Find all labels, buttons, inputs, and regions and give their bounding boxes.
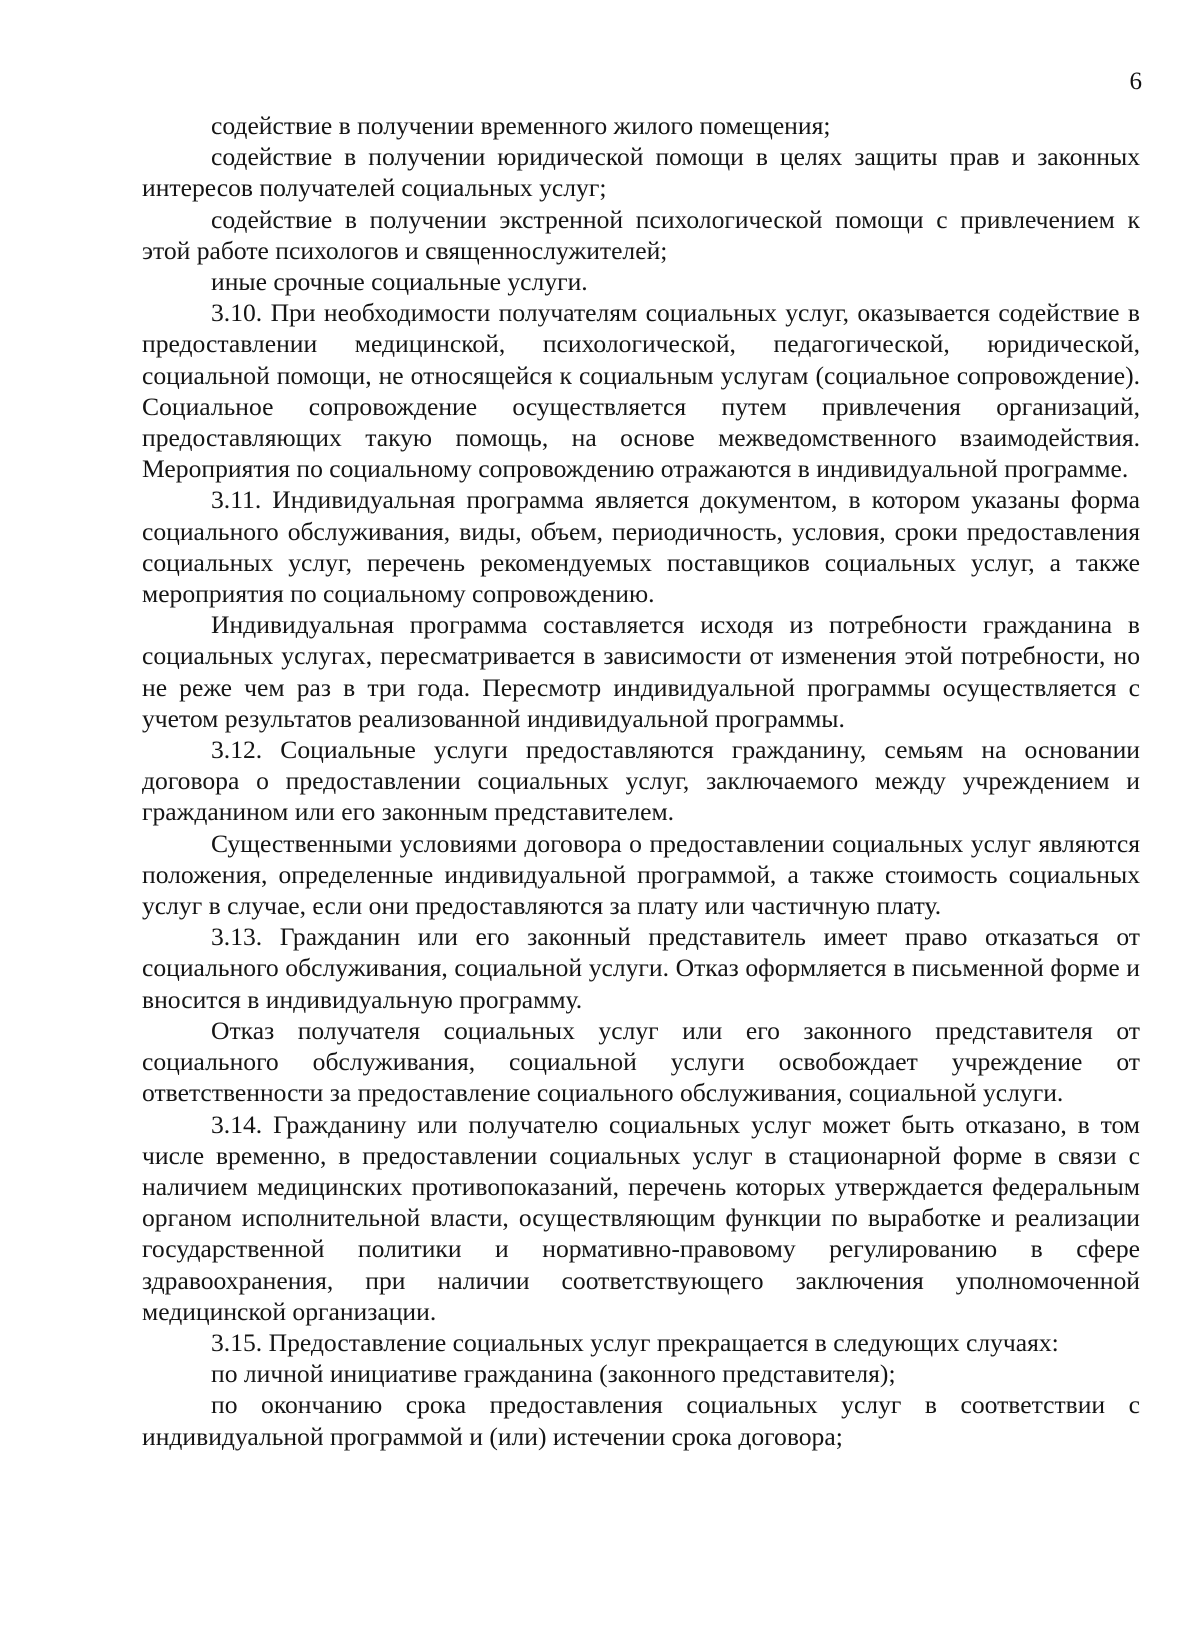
paragraph-3-15: 3.15. Предоставление социальных услуг прекращается в следующих случаях:	[211, 1327, 1059, 1357]
paragraph: Существенными условиями договора о предоставлении социальных услуг являются положения, определенные индивидуальной программой, а также стоимость социальных услуг в случае, если они предоставляются за плату или частичную плату.	[142, 828, 1140, 921]
paragraph-3-11: 3.11. Индивидуальная программа является документом, в котором указаны форма социального обслуживания, виды, объем, периодичность, условия, сроки предоставления социальных услуг, перечень рекомендуемых поставщиков социальных услуг, а также мероприятия по социальному сопровождению.	[142, 485, 1140, 609]
paragraph-3-13: 3.13. Гражданин или его законный представитель имеет право отказаться от социального обслуживания, социальной услуги. Отказ оформляется в письменной форме и вносится в индивидуальную программу.	[142, 922, 1140, 1014]
paragraph: содействие в получении временного жилого помещения;	[211, 111, 831, 140]
paragraph: по окончанию срока предоставления социальных услуг в соответствии с индивидуальной программой и (или) истечении срока договора;	[142, 1390, 1140, 1451]
paragraph: Индивидуальная программа составляется исходя из потребности гражданина в социальных услугах, пересматривается в зависимости от изменения этой потребности, но не реже чем раз в три года. Пересмотр индивидуальной программы осуществляется с учетом результатов реализованной индивидуальной программы.	[142, 610, 1140, 733]
paragraph: содействие в получении юридической помощи в целях защиты прав и законных интересов получателей социальных услуг;	[142, 142, 1140, 203]
paragraph: иные срочные социальные услуги.	[211, 267, 588, 297]
document-body	[142, 110, 1140, 1452]
paragraph-3-10: 3.10. При необходимости получателям социальных услуг, оказывается содействие в предоставлении медицинской, психологической, педагогической, юридической, социальной помощи, не относящейся к социальным услугам (социальное сопровождение). Социальное сопровождение осуществляется путем привлечения организаций, предоставляющих такую помощь, на основе межведомственного взаимодействия. Мероприятия по социальному сопровождению отражаются в индивидуальной программе.	[142, 298, 1140, 484]
page-number: 6	[1129, 68, 1142, 95]
paragraph: Отказ получателя социальных услуг или его законного представителя от социального обслуживания, социальной услуги освобождает учреждение от ответственности за предоставление социального обслуживания, социальной услуги.	[142, 1015, 1140, 1108]
paragraph: содействие в получении экстренной психологической помощи с привлечением к этой работе психологов и священнослужителей;	[142, 204, 1140, 265]
paragraph-3-14: 3.14. Гражданину или получателю социальных услуг может быть отказано, в том числе временно, в предоставлении социальных услуг в стационарной форме в связи с наличием медицинских противопоказаний, перечень которых утверждается федеральным органом исполнительной власти, осуществляющим функции по выработке и реализации государственной политики и нормативно-правовому регулированию в сфере здравоохранения, при наличии соответствующего заключения уполномоченной медицинской организации.	[142, 1109, 1140, 1326]
paragraph: по личной инициативе гражданина (законного представителя);	[211, 1359, 896, 1389]
paragraph-3-12: 3.12. Социальные услуги предоставляются гражданину, семьям на основании договора о предоставлении социальных услуг, заключаемого между учреждением и гражданином или его законным представителем.	[142, 735, 1140, 827]
